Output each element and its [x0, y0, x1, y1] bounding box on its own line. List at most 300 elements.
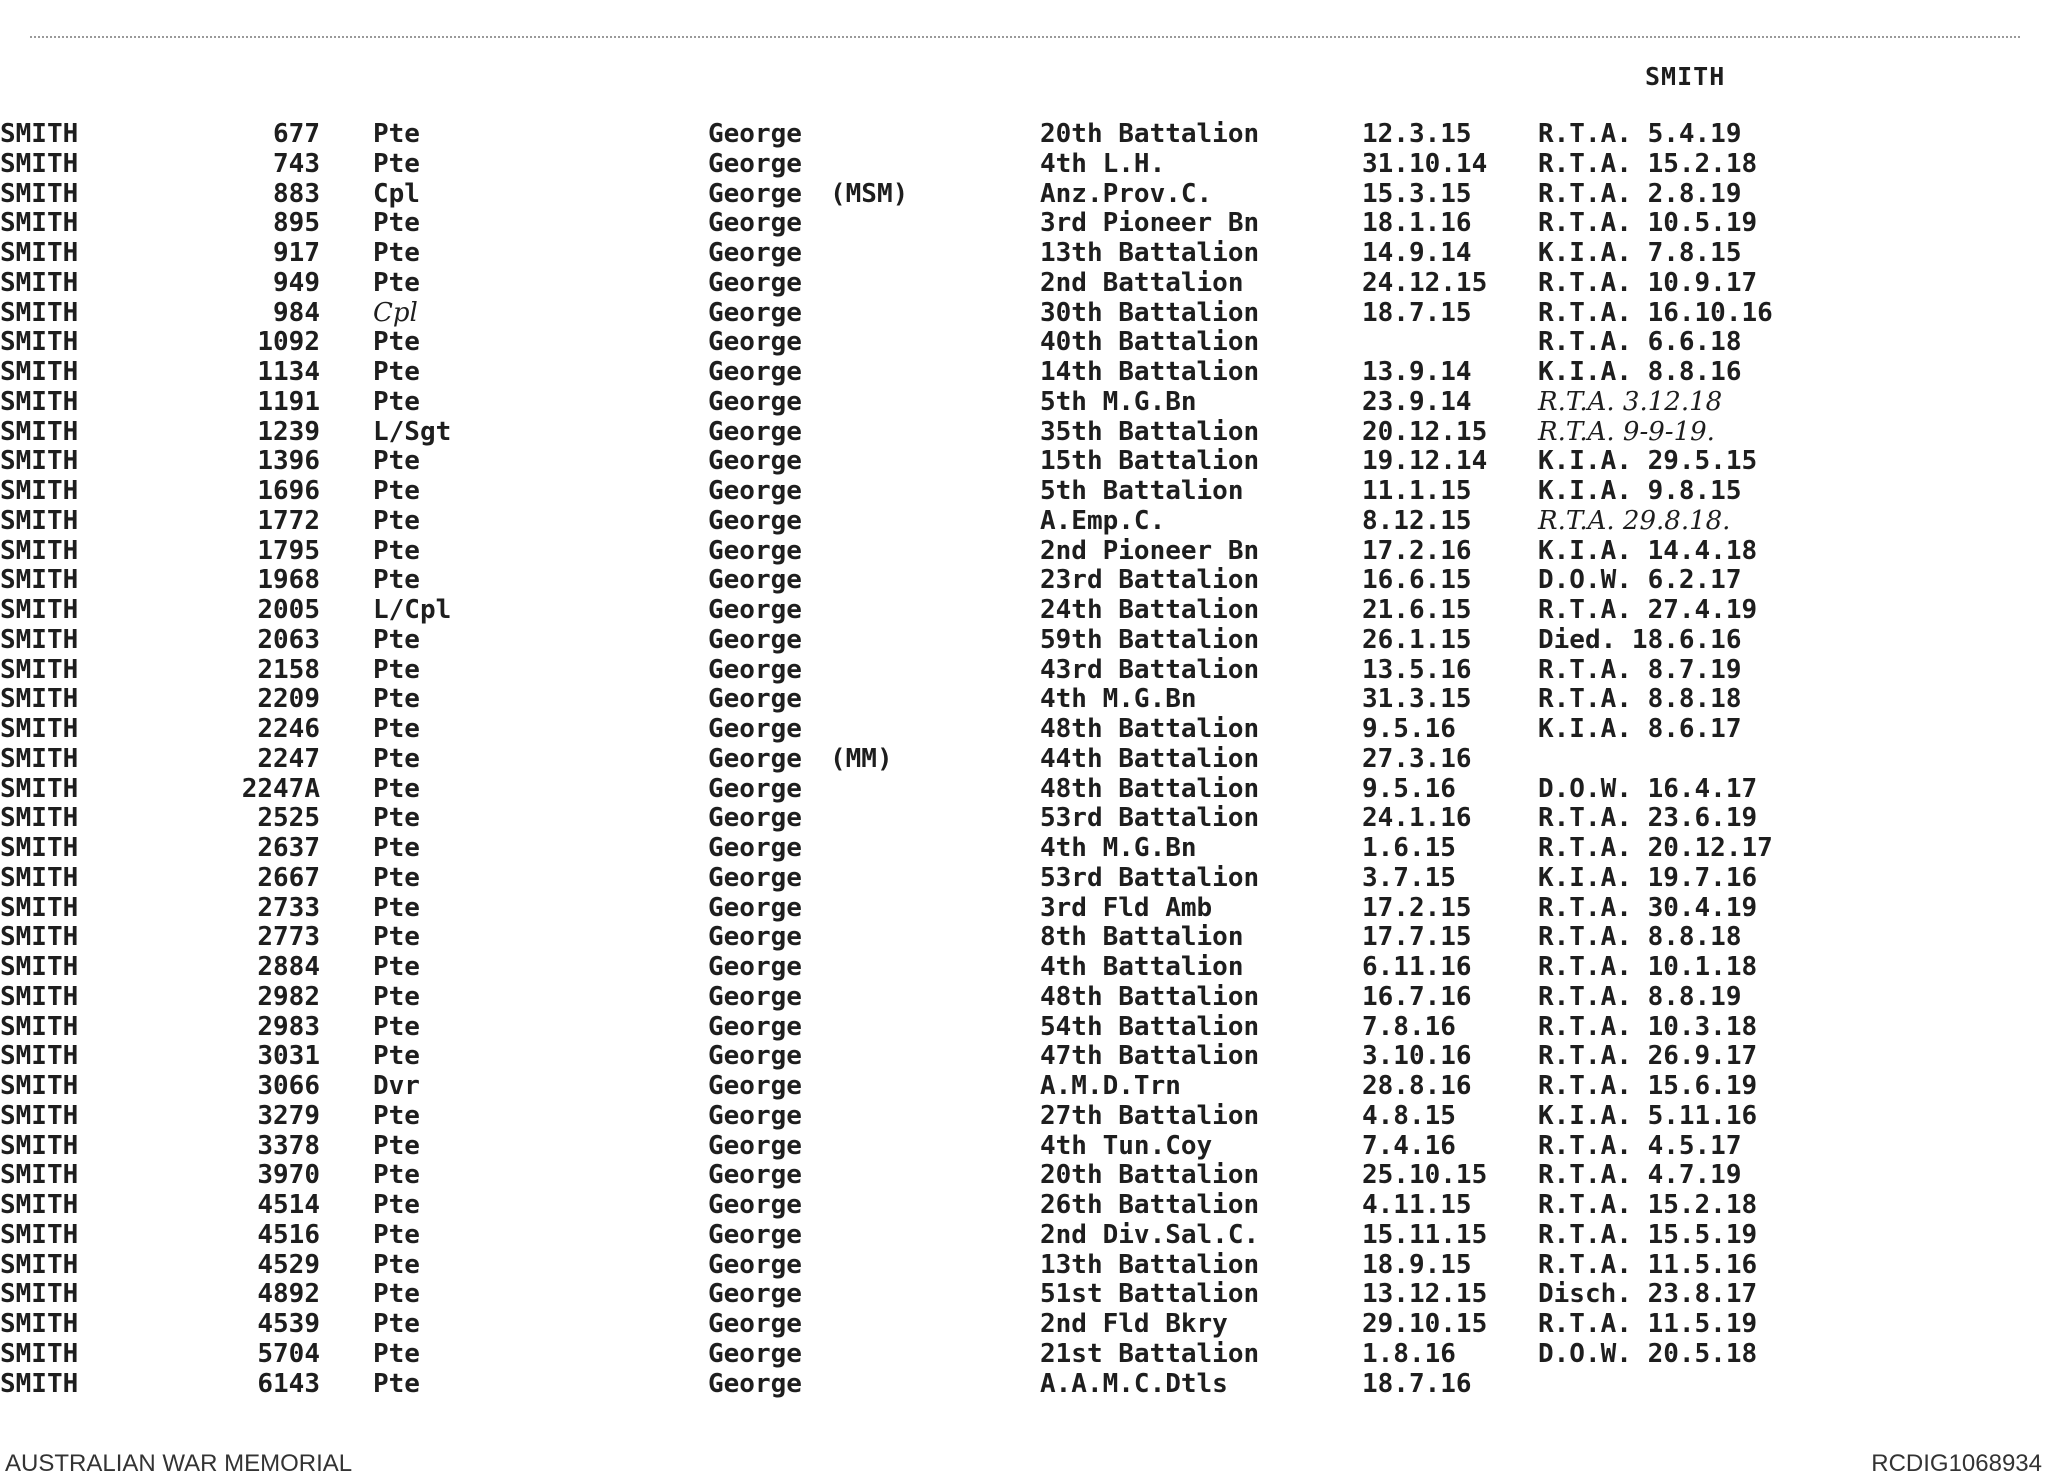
enlistment-date: 18.9.15: [1362, 1249, 1472, 1280]
enlistment-date: 17.7.15: [1362, 922, 1472, 953]
fate: R.T.A. 15.2.18: [1538, 148, 1758, 179]
surname: SMITH: [0, 416, 79, 447]
given-name: George: [708, 654, 802, 685]
rank: Pte: [373, 238, 420, 268]
given-name: George: [708, 981, 802, 1012]
unit: 40th Battalion: [1040, 327, 1260, 358]
unit: 14th Battalion: [1040, 357, 1260, 387]
surname: SMITH: [0, 654, 79, 685]
fate: K.I.A. 7.8.15: [1538, 238, 1742, 268]
unit: 2nd Battalion: [1040, 267, 1244, 298]
service-number: 5704: [257, 1338, 320, 1369]
fate: R.T.A. 5.4.19: [1538, 119, 1742, 149]
enlistment-date: 20.12.15: [1362, 416, 1488, 447]
service-number: 1772: [257, 505, 320, 536]
given-name: George: [708, 1071, 802, 1101]
enlistment-date: 24.12.15: [1362, 267, 1488, 298]
record-row: [0, 1370, 2048, 1400]
service-number: 1795: [257, 535, 320, 566]
rank: Pte: [373, 446, 420, 477]
unit: 23rd Battalion: [1040, 565, 1260, 596]
fate: R.T.A. 15.2.18: [1538, 1190, 1758, 1220]
unit: 43rd Battalion: [1040, 654, 1260, 685]
service-number: 3970: [257, 1160, 320, 1191]
surname: SMITH: [0, 327, 79, 358]
service-number: 1134: [257, 357, 320, 387]
service-number: 4514: [257, 1190, 320, 1220]
enlistment-date: 7.8.16: [1362, 1011, 1456, 1042]
enlistment-date: 26.1.15: [1362, 624, 1472, 655]
rank: Dvr: [373, 1071, 420, 1101]
surname: SMITH: [0, 833, 79, 863]
fate: R.T.A. 15.6.19: [1538, 1071, 1758, 1101]
service-number: 677: [273, 119, 320, 149]
award: (MM): [830, 743, 893, 774]
given-name: George: [708, 208, 802, 239]
fate: R.T.A. 30.4.19: [1538, 892, 1758, 923]
enlistment-date: 15.3.15: [1362, 178, 1472, 209]
enlistment-date: 1.6.15: [1362, 833, 1456, 863]
service-number: 4529: [257, 1249, 320, 1280]
given-name: George: [708, 1160, 802, 1191]
rank: Pte: [373, 505, 420, 536]
surname: SMITH: [0, 684, 79, 715]
unit: 13th Battalion: [1040, 1249, 1260, 1280]
given-name: George: [708, 1309, 802, 1339]
unit: 47th Battalion: [1040, 1041, 1260, 1072]
enlistment-date: 12.3.15: [1362, 119, 1472, 149]
fate: Disch. 23.8.17: [1538, 1279, 1758, 1310]
fate: R.T.A. 20.12.17: [1538, 833, 1773, 863]
rank: Cpl: [373, 297, 418, 328]
fate: R.T.A. 9-9-19.: [1538, 416, 1715, 447]
record-row: [0, 775, 2048, 805]
unit: 4th L.H.: [1040, 148, 1166, 179]
given-name: George: [708, 803, 802, 834]
record-row: [0, 596, 2048, 626]
given-name: George: [708, 862, 802, 893]
enlistment-date: 8.12.15: [1362, 505, 1472, 536]
fate: D.O.W. 6.2.17: [1538, 565, 1742, 596]
fate: K.I.A. 9.8.15: [1538, 476, 1742, 506]
enlistment-date: 17.2.15: [1362, 892, 1472, 923]
service-number: 2005: [257, 595, 320, 625]
given-name: George: [708, 595, 802, 625]
record-row: [0, 983, 2048, 1013]
enlistment-date: 28.8.16: [1362, 1071, 1472, 1101]
given-name: George: [708, 505, 802, 536]
unit: 4th Tun.Coy: [1040, 1130, 1213, 1161]
given-name: George: [708, 178, 802, 209]
rank: Pte: [373, 1368, 420, 1399]
unit: 2nd Div.Sal.C.: [1040, 1219, 1260, 1250]
rank: Pte: [373, 1219, 420, 1250]
given-name: George: [708, 1190, 802, 1220]
enlistment-date: 4.11.15: [1362, 1190, 1472, 1220]
unit: 54th Battalion: [1040, 1011, 1260, 1042]
rank: Pte: [373, 743, 420, 774]
surname: SMITH: [0, 1190, 79, 1220]
enlistment-date: 29.10.15: [1362, 1309, 1488, 1339]
surname: SMITH: [0, 1011, 79, 1042]
service-number: 3031: [257, 1041, 320, 1072]
enlistment-date: 13.12.15: [1362, 1279, 1488, 1310]
record-row: [0, 1251, 2048, 1281]
record-row: [0, 418, 2048, 448]
unit: 35th Battalion: [1040, 416, 1260, 447]
unit: 3rd Fld Amb: [1040, 892, 1213, 923]
service-number: 2158: [257, 654, 320, 685]
unit: 53rd Battalion: [1040, 803, 1260, 834]
rank: Pte: [373, 1249, 420, 1280]
rank: Pte: [373, 833, 420, 863]
fate: R.T.A. 10.3.18: [1538, 1011, 1758, 1042]
service-number: 3066: [257, 1071, 320, 1101]
unit: 59th Battalion: [1040, 624, 1260, 655]
rank: Pte: [373, 565, 420, 596]
record-row: [0, 388, 2048, 418]
record-row: [0, 1072, 2048, 1102]
surname: SMITH: [0, 386, 79, 417]
record-row: [0, 864, 2048, 894]
rank: Pte: [373, 624, 420, 655]
unit: 26th Battalion: [1040, 1190, 1260, 1220]
service-number: 2667: [257, 862, 320, 893]
service-number: 883: [273, 178, 320, 209]
service-number: 949: [273, 267, 320, 298]
fate: R.T.A. 3.12.18: [1538, 386, 1723, 417]
unit: 20th Battalion: [1040, 1160, 1260, 1191]
service-number: 2884: [257, 952, 320, 982]
service-number: 3378: [257, 1130, 320, 1161]
fate: R.T.A. 15.5.19: [1538, 1219, 1758, 1250]
enlistment-date: 25.10.15: [1362, 1160, 1488, 1191]
given-name: George: [708, 624, 802, 655]
record-row: [0, 1191, 2048, 1221]
surname: SMITH: [0, 862, 79, 893]
enlistment-date: 17.2.16: [1362, 535, 1472, 566]
record-row: [0, 1042, 2048, 1072]
record-row: [0, 180, 2048, 210]
surname: SMITH: [0, 1130, 79, 1161]
record-row: [0, 1280, 2048, 1310]
surname: SMITH: [0, 1279, 79, 1310]
unit: 48th Battalion: [1040, 981, 1260, 1012]
unit: Anz.Prov.C.: [1040, 178, 1213, 209]
unit: 13th Battalion: [1040, 238, 1260, 268]
fate: R.T.A. 2.8.19: [1538, 178, 1742, 209]
surname: SMITH: [0, 178, 79, 209]
rank: Pte: [373, 773, 420, 804]
given-name: George: [708, 1041, 802, 1072]
surname: SMITH: [0, 714, 79, 744]
fate: R.T.A. 8.8.18: [1538, 684, 1742, 715]
service-number: 1396: [257, 446, 320, 477]
given-name: George: [708, 1279, 802, 1310]
rank: Pte: [373, 386, 420, 417]
surname: SMITH: [0, 1041, 79, 1072]
rank: Pte: [373, 119, 420, 149]
rank: Pte: [373, 714, 420, 744]
rank: Pte: [373, 1160, 420, 1191]
service-number: 984: [273, 297, 320, 328]
archive-credit: AUSTRALIAN WAR MEMORIAL: [5, 1450, 353, 1477]
record-row: [0, 507, 2048, 537]
rank: L/Sgt: [373, 416, 452, 447]
fate: D.O.W. 16.4.17: [1538, 773, 1758, 804]
given-name: George: [708, 1368, 802, 1399]
fate: K.I.A. 14.4.18: [1538, 535, 1758, 566]
unit: 15th Battalion: [1040, 446, 1260, 477]
record-row: [0, 894, 2048, 924]
surname: SMITH: [0, 297, 79, 328]
record-row: [0, 566, 2048, 596]
given-name: George: [708, 535, 802, 566]
fate: K.I.A. 8.6.17: [1538, 714, 1742, 744]
service-number: 2247A: [241, 773, 320, 804]
given-name: George: [708, 446, 802, 477]
fate: R.T.A. 27.4.19: [1538, 595, 1758, 625]
fate: K.I.A. 8.8.16: [1538, 357, 1742, 387]
surname: SMITH: [0, 1338, 79, 1369]
record-row: [0, 1102, 2048, 1132]
service-number: 1968: [257, 565, 320, 596]
surname: SMITH: [0, 208, 79, 239]
unit: 44th Battalion: [1040, 743, 1260, 774]
surname: SMITH: [0, 595, 79, 625]
top-divider: [30, 36, 2020, 38]
fate: R.T.A. 11.5.16: [1538, 1249, 1758, 1280]
record-row: [0, 209, 2048, 239]
enlistment-date: 6.11.16: [1362, 952, 1472, 982]
surname: SMITH: [0, 505, 79, 536]
fate: K.I.A. 29.5.15: [1538, 446, 1758, 477]
enlistment-date: 18.7.16: [1362, 1368, 1472, 1399]
fate: K.I.A. 19.7.16: [1538, 862, 1758, 893]
rank: Pte: [373, 357, 420, 387]
given-name: George: [708, 327, 802, 358]
enlistment-date: 4.8.15: [1362, 1100, 1456, 1131]
surname: SMITH: [0, 743, 79, 774]
given-name: George: [708, 416, 802, 447]
enlistment-date: 14.9.14: [1362, 238, 1472, 268]
record-row: [0, 150, 2048, 180]
unit: 2nd Pioneer Bn: [1040, 535, 1260, 566]
unit: 48th Battalion: [1040, 714, 1260, 744]
record-row: [0, 1310, 2048, 1340]
record-row: [0, 299, 2048, 329]
rank: Pte: [373, 1338, 420, 1369]
service-number: 2246: [257, 714, 320, 744]
record-row: [0, 328, 2048, 358]
given-name: George: [708, 684, 802, 715]
surname: SMITH: [0, 148, 79, 179]
unit: 53rd Battalion: [1040, 862, 1260, 893]
given-name: George: [708, 892, 802, 923]
service-number: 4892: [257, 1279, 320, 1310]
surname: SMITH: [0, 803, 79, 834]
surname: SMITH: [0, 1160, 79, 1191]
fate: R.T.A. 8.7.19: [1538, 654, 1742, 685]
rank: Pte: [373, 208, 420, 239]
rank: Pte: [373, 684, 420, 715]
given-name: George: [708, 743, 802, 774]
surname: SMITH: [0, 922, 79, 953]
unit: 51st Battalion: [1040, 1279, 1260, 1310]
given-name: George: [708, 833, 802, 863]
rank: Pte: [373, 1130, 420, 1161]
unit: 4th M.G.Bn: [1040, 833, 1197, 863]
given-name: George: [708, 119, 802, 149]
service-number: 2773: [257, 922, 320, 953]
record-row: [0, 834, 2048, 864]
enlistment-date: 16.7.16: [1362, 981, 1472, 1012]
surname: SMITH: [0, 476, 79, 506]
unit: 5th Battalion: [1040, 476, 1244, 506]
given-name: George: [708, 714, 802, 744]
record-row: [0, 1013, 2048, 1043]
service-number: 2063: [257, 624, 320, 655]
record-row: [0, 1132, 2048, 1162]
unit: 4th M.G.Bn: [1040, 684, 1197, 715]
record-row: [0, 269, 2048, 299]
surname: SMITH: [0, 1219, 79, 1250]
enlistment-date: 15.11.15: [1362, 1219, 1488, 1250]
fate: D.O.W. 20.5.18: [1538, 1338, 1758, 1369]
fate: R.T.A. 10.9.17: [1538, 267, 1758, 298]
enlistment-date: 1.8.16: [1362, 1338, 1456, 1369]
rank: Pte: [373, 1309, 420, 1339]
record-row: [0, 715, 2048, 745]
surname: SMITH: [0, 357, 79, 387]
surname: SMITH: [0, 952, 79, 982]
surname: SMITH: [0, 624, 79, 655]
record-row: [0, 477, 2048, 507]
record-row: [0, 120, 2048, 150]
rank: Pte: [373, 1041, 420, 1072]
rank: Pte: [373, 981, 420, 1012]
fate: R.T.A. 23.6.19: [1538, 803, 1758, 834]
record-row: [0, 1161, 2048, 1191]
rank: Pte: [373, 654, 420, 685]
enlistment-date: 21.6.15: [1362, 595, 1472, 625]
surname: SMITH: [0, 1309, 79, 1339]
service-number: 2209: [257, 684, 320, 715]
fate: R.T.A. 8.8.19: [1538, 981, 1742, 1012]
record-row: [0, 1221, 2048, 1251]
service-number: 3279: [257, 1100, 320, 1131]
fate: R.T.A. 26.9.17: [1538, 1041, 1758, 1072]
enlistment-date: 9.5.16: [1362, 773, 1456, 804]
service-number: 895: [273, 208, 320, 239]
nominal-roll-list: [0, 120, 2048, 1399]
record-row: [0, 447, 2048, 477]
surname: SMITH: [0, 892, 79, 923]
rank: Pte: [373, 1100, 420, 1131]
fate: K.I.A. 5.11.16: [1538, 1100, 1758, 1131]
fate: R.T.A. 10.5.19: [1538, 208, 1758, 239]
enlistment-date: 9.5.16: [1362, 714, 1456, 744]
given-name: George: [708, 357, 802, 387]
enlistment-date: 3.10.16: [1362, 1041, 1472, 1072]
unit: 24th Battalion: [1040, 595, 1260, 625]
record-row: [0, 1340, 2048, 1370]
unit: A.Emp.C.: [1040, 505, 1166, 536]
rank: Pte: [373, 1279, 420, 1310]
award: (MSM): [830, 178, 909, 209]
record-row: [0, 745, 2048, 775]
fate: R.T.A. 11.5.19: [1538, 1309, 1758, 1339]
service-number: 1191: [257, 386, 320, 417]
given-name: George: [708, 1011, 802, 1042]
unit: A.A.M.C.Dtls: [1040, 1368, 1228, 1399]
record-row: [0, 358, 2048, 388]
surname: SMITH: [0, 1100, 79, 1131]
fate: Died. 18.6.16: [1538, 624, 1742, 655]
given-name: George: [708, 267, 802, 298]
service-number: 2983: [257, 1011, 320, 1042]
enlistment-date: 7.4.16: [1362, 1130, 1456, 1161]
given-name: George: [708, 476, 802, 506]
given-name: George: [708, 922, 802, 953]
service-number: 1696: [257, 476, 320, 506]
rank: Pte: [373, 476, 420, 506]
enlistment-date: 3.7.15: [1362, 862, 1456, 893]
rank: Pte: [373, 327, 420, 358]
service-number: 2525: [257, 803, 320, 834]
unit: 3rd Pioneer Bn: [1040, 208, 1260, 239]
unit: 8th Battalion: [1040, 922, 1244, 953]
surname-header: SMITH: [1645, 62, 1726, 91]
service-number: 2247: [257, 743, 320, 774]
surname: SMITH: [0, 773, 79, 804]
given-name: George: [708, 565, 802, 596]
surname: SMITH: [0, 1071, 79, 1101]
surname: SMITH: [0, 119, 79, 149]
enlistment-date: 16.6.15: [1362, 565, 1472, 596]
service-number: 4539: [257, 1309, 320, 1339]
enlistment-date: 23.9.14: [1362, 386, 1472, 417]
fate: R.T.A. 8.8.18: [1538, 922, 1742, 953]
enlistment-date: 13.9.14: [1362, 357, 1472, 387]
record-row: [0, 685, 2048, 715]
surname: SMITH: [0, 981, 79, 1012]
unit: 4th Battalion: [1040, 952, 1244, 982]
rank: Pte: [373, 148, 420, 179]
unit: 48th Battalion: [1040, 773, 1260, 804]
fate: R.T.A. 4.7.19: [1538, 1160, 1742, 1191]
record-row: [0, 537, 2048, 567]
enlistment-date: 19.12.14: [1362, 446, 1488, 477]
service-number: 917: [273, 238, 320, 268]
enlistment-date: 18.7.15: [1362, 297, 1472, 328]
enlistment-date: 13.5.16: [1362, 654, 1472, 685]
unit: 5th M.G.Bn: [1040, 386, 1197, 417]
surname: SMITH: [0, 267, 79, 298]
record-row: [0, 804, 2048, 834]
fate: R.T.A. 10.1.18: [1538, 952, 1758, 982]
given-name: George: [708, 148, 802, 179]
rank: Pte: [373, 267, 420, 298]
service-number: 1092: [257, 327, 320, 358]
record-row: [0, 923, 2048, 953]
record-id: RCDIG1068934: [1871, 1450, 2042, 1477]
service-number: 2637: [257, 833, 320, 863]
enlistment-date: 31.3.15: [1362, 684, 1472, 715]
rank: Pte: [373, 803, 420, 834]
given-name: George: [708, 1100, 802, 1131]
rank: Pte: [373, 1011, 420, 1042]
